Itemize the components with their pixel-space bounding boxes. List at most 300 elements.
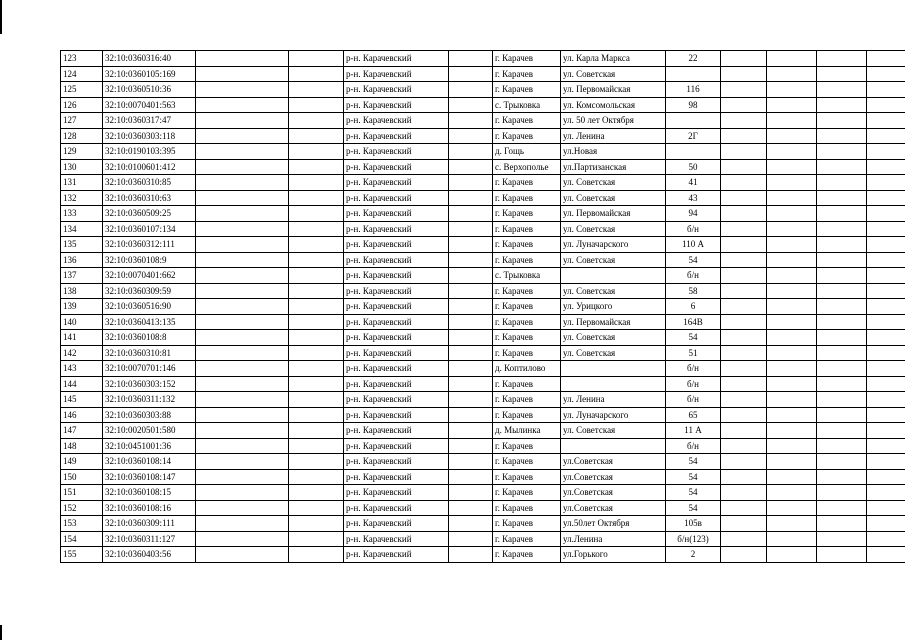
settlement-cell: д. Мылинка: [493, 423, 561, 439]
district-cell: р-н. Карачевский: [344, 206, 449, 222]
cadastral-number-cell: 32:10:0360108:15: [103, 485, 196, 501]
district-cell: р-н. Карачевский: [344, 454, 449, 470]
cadastral-number-cell: 32:10:0360107:134: [103, 221, 196, 237]
empty-cell: [767, 159, 817, 175]
empty-cell: [449, 392, 493, 408]
empty-cell: [289, 547, 344, 563]
empty-cell: [196, 175, 289, 191]
empty-cell: [449, 345, 493, 361]
empty-cell: [721, 376, 767, 392]
empty-cell: [289, 206, 344, 222]
empty-cell: [289, 423, 344, 439]
table-row: [61, 144, 905, 160]
cadastral-number-cell: 32:10:0360317:47: [103, 113, 196, 129]
table-row: [61, 361, 905, 377]
row-number-cell: 129: [61, 144, 103, 160]
empty-cell: [721, 392, 767, 408]
settlement-cell: с. Верхополье: [493, 159, 561, 175]
empty-cell: [817, 500, 867, 516]
settlement-cell: г. Карачев: [493, 516, 561, 532]
empty-cell: [449, 66, 493, 82]
empty-cell: [289, 330, 344, 346]
empty-cell: [867, 531, 905, 547]
empty-cell: [721, 144, 767, 160]
street-cell: ул. Советская: [561, 423, 666, 439]
cadastral-number-cell: 32:10:0360509:25: [103, 206, 196, 222]
row-number-cell: 130: [61, 159, 103, 175]
empty-cell: [767, 237, 817, 253]
empty-cell: [817, 361, 867, 377]
cadastral-number-cell: 32:10:0360108:14: [103, 454, 196, 470]
district-cell: р-н. Карачевский: [344, 221, 449, 237]
empty-cell: [817, 345, 867, 361]
empty-cell: [867, 283, 905, 299]
empty-cell: [867, 237, 905, 253]
empty-cell: [817, 485, 867, 501]
house-number-cell: 2Г: [666, 128, 721, 144]
empty-cell: [817, 299, 867, 315]
settlement-cell: г. Карачев: [493, 376, 561, 392]
table-row: [61, 392, 905, 408]
empty-cell: [817, 423, 867, 439]
empty-cell: [767, 314, 817, 330]
empty-cell: [449, 500, 493, 516]
house-number-cell: 54: [666, 252, 721, 268]
empty-cell: [867, 516, 905, 532]
district-cell: р-н. Карачевский: [344, 283, 449, 299]
cadastral-number-cell: 32:10:0360510:36: [103, 82, 196, 98]
property-registry-table: [60, 50, 905, 563]
empty-cell: [449, 454, 493, 470]
empty-cell: [449, 376, 493, 392]
empty-cell: [767, 547, 817, 563]
district-cell: р-н. Карачевский: [344, 144, 449, 160]
settlement-cell: г. Карачев: [493, 500, 561, 516]
street-cell: ул. Советская: [561, 252, 666, 268]
empty-cell: [817, 144, 867, 160]
empty-cell: [289, 500, 344, 516]
empty-cell: [817, 206, 867, 222]
settlement-cell: г. Карачев: [493, 345, 561, 361]
settlement-cell: г. Карачев: [493, 392, 561, 408]
empty-cell: [767, 82, 817, 98]
house-number-cell: 54: [666, 330, 721, 346]
settlement-cell: г. Карачев: [493, 314, 561, 330]
empty-cell: [196, 51, 289, 67]
settlement-cell: г. Карачев: [493, 221, 561, 237]
cadastral-number-cell: 32:10:0360108:9: [103, 252, 196, 268]
empty-cell: [867, 268, 905, 284]
empty-cell: [449, 252, 493, 268]
row-number-cell: 132: [61, 190, 103, 206]
empty-cell: [867, 190, 905, 206]
house-number-cell: б/н: [666, 392, 721, 408]
table-row: [61, 423, 905, 439]
house-number-cell: 105в: [666, 516, 721, 532]
empty-cell: [867, 82, 905, 98]
cadastral-number-cell: 32:10:0360311:127: [103, 531, 196, 547]
district-cell: р-н. Карачевский: [344, 66, 449, 82]
row-number-cell: 134: [61, 221, 103, 237]
empty-cell: [721, 345, 767, 361]
empty-cell: [817, 252, 867, 268]
cadastral-number-cell: 32:10:0360309:111: [103, 516, 196, 532]
empty-cell: [867, 345, 905, 361]
empty-cell: [449, 361, 493, 377]
scan-edge-mark-bottom: [0, 625, 2, 640]
house-number-cell: 54: [666, 469, 721, 485]
row-number-cell: 125: [61, 82, 103, 98]
row-number-cell: 148: [61, 438, 103, 454]
table-row: [61, 438, 905, 454]
street-cell: ул.Советская: [561, 454, 666, 470]
empty-cell: [449, 469, 493, 485]
empty-cell: [867, 206, 905, 222]
empty-cell: [721, 469, 767, 485]
house-number-cell: б/н: [666, 361, 721, 377]
empty-cell: [449, 268, 493, 284]
house-number-cell: 2: [666, 547, 721, 563]
empty-cell: [721, 438, 767, 454]
empty-cell: [767, 392, 817, 408]
empty-cell: [767, 221, 817, 237]
empty-cell: [817, 469, 867, 485]
empty-cell: [767, 485, 817, 501]
empty-cell: [196, 361, 289, 377]
house-number-cell: 65: [666, 407, 721, 423]
settlement-cell: с. Трыковка: [493, 268, 561, 284]
empty-cell: [196, 392, 289, 408]
cadastral-number-cell: 32:10:0360108:8: [103, 330, 196, 346]
settlement-cell: г. Карачев: [493, 407, 561, 423]
empty-cell: [196, 283, 289, 299]
district-cell: р-н. Карачевский: [344, 330, 449, 346]
table-row: [61, 500, 905, 516]
house-number-cell: б/н: [666, 376, 721, 392]
cadastral-number-cell: 32:10:0360303:88: [103, 407, 196, 423]
settlement-cell: г. Карачев: [493, 190, 561, 206]
row-number-cell: 149: [61, 454, 103, 470]
empty-cell: [721, 500, 767, 516]
cadastral-number-cell: 32:10:0360310:85: [103, 175, 196, 191]
empty-cell: [817, 314, 867, 330]
empty-cell: [721, 82, 767, 98]
street-cell: ул. Советская: [561, 345, 666, 361]
house-number-cell: 98: [666, 97, 721, 113]
table-row: [61, 485, 905, 501]
table-row: [61, 175, 905, 191]
empty-cell: [817, 159, 867, 175]
empty-cell: [289, 516, 344, 532]
empty-cell: [289, 299, 344, 315]
empty-cell: [721, 128, 767, 144]
settlement-cell: д. Коптилово: [493, 361, 561, 377]
table-row: [61, 299, 905, 315]
empty-cell: [721, 485, 767, 501]
district-cell: р-н. Карачевский: [344, 392, 449, 408]
settlement-cell: г. Карачев: [493, 454, 561, 470]
empty-cell: [721, 314, 767, 330]
empty-cell: [817, 407, 867, 423]
empty-cell: [867, 144, 905, 160]
empty-cell: [196, 454, 289, 470]
empty-cell: [817, 128, 867, 144]
table-row: [61, 469, 905, 485]
empty-cell: [289, 314, 344, 330]
empty-cell: [867, 221, 905, 237]
street-cell: [561, 376, 666, 392]
empty-cell: [196, 485, 289, 501]
empty-cell: [867, 97, 905, 113]
house-number-cell: 54: [666, 500, 721, 516]
empty-cell: [449, 531, 493, 547]
district-cell: р-н. Карачевский: [344, 159, 449, 175]
settlement-cell: г. Карачев: [493, 82, 561, 98]
district-cell: р-н. Карачевский: [344, 97, 449, 113]
empty-cell: [289, 361, 344, 377]
empty-cell: [449, 159, 493, 175]
house-number-cell: [666, 66, 721, 82]
empty-cell: [721, 283, 767, 299]
settlement-cell: г. Карачев: [493, 51, 561, 67]
table-row: [61, 51, 905, 67]
empty-cell: [767, 268, 817, 284]
cadastral-number-cell: 32:10:0070401:662: [103, 268, 196, 284]
empty-cell: [817, 330, 867, 346]
empty-cell: [817, 51, 867, 67]
empty-cell: [721, 159, 767, 175]
settlement-cell: г. Карачев: [493, 485, 561, 501]
settlement-cell: г. Карачев: [493, 330, 561, 346]
empty-cell: [289, 190, 344, 206]
empty-cell: [867, 500, 905, 516]
district-cell: р-н. Карачевский: [344, 438, 449, 454]
empty-cell: [289, 268, 344, 284]
street-cell: ул. Советская: [561, 190, 666, 206]
cadastral-number-cell: 32:10:0360311:132: [103, 392, 196, 408]
empty-cell: [196, 516, 289, 532]
house-number-cell: 116: [666, 82, 721, 98]
cadastral-number-cell: 32:10:0360303:118: [103, 128, 196, 144]
empty-cell: [449, 314, 493, 330]
empty-cell: [867, 159, 905, 175]
empty-cell: [721, 206, 767, 222]
table-row: [61, 268, 905, 284]
cadastral-number-cell: 32:10:0360310:81: [103, 345, 196, 361]
table-row: [61, 531, 905, 547]
street-cell: ул.Новая: [561, 144, 666, 160]
empty-cell: [817, 175, 867, 191]
empty-cell: [449, 128, 493, 144]
row-number-cell: 127: [61, 113, 103, 129]
empty-cell: [867, 175, 905, 191]
row-number-cell: 137: [61, 268, 103, 284]
table-row: [61, 221, 905, 237]
district-cell: р-н. Карачевский: [344, 376, 449, 392]
empty-cell: [867, 314, 905, 330]
district-cell: р-н. Карачевский: [344, 175, 449, 191]
row-number-cell: 126: [61, 97, 103, 113]
empty-cell: [767, 454, 817, 470]
table-row: [61, 345, 905, 361]
cadastral-number-cell: 32:10:0100601:412: [103, 159, 196, 175]
empty-cell: [289, 128, 344, 144]
district-cell: р-н. Карачевский: [344, 190, 449, 206]
empty-cell: [867, 113, 905, 129]
house-number-cell: 94: [666, 206, 721, 222]
cadastral-number-cell: 32:10:0360516:90: [103, 299, 196, 315]
empty-cell: [289, 469, 344, 485]
empty-cell: [817, 547, 867, 563]
row-number-cell: 124: [61, 66, 103, 82]
empty-cell: [721, 113, 767, 129]
empty-cell: [867, 299, 905, 315]
empty-cell: [867, 423, 905, 439]
row-number-cell: 142: [61, 345, 103, 361]
cadastral-number-cell: 32:10:0360309:59: [103, 283, 196, 299]
empty-cell: [289, 82, 344, 98]
settlement-cell: г. Карачев: [493, 438, 561, 454]
row-number-cell: 153: [61, 516, 103, 532]
empty-cell: [449, 330, 493, 346]
empty-cell: [767, 500, 817, 516]
empty-cell: [449, 175, 493, 191]
empty-cell: [196, 252, 289, 268]
empty-cell: [721, 268, 767, 284]
table-row: [61, 128, 905, 144]
street-cell: ул. Комсомольская: [561, 97, 666, 113]
table-row: [61, 113, 905, 129]
empty-cell: [867, 252, 905, 268]
empty-cell: [867, 438, 905, 454]
empty-cell: [196, 469, 289, 485]
house-number-cell: 164В: [666, 314, 721, 330]
empty-cell: [867, 128, 905, 144]
settlement-cell: д. Гощь: [493, 144, 561, 160]
house-number-cell: б/н: [666, 268, 721, 284]
empty-cell: [289, 175, 344, 191]
empty-cell: [721, 97, 767, 113]
table-row: [61, 376, 905, 392]
empty-cell: [449, 51, 493, 67]
empty-cell: [867, 485, 905, 501]
row-number-cell: 123: [61, 51, 103, 67]
empty-cell: [767, 407, 817, 423]
street-cell: ул. Советская: [561, 66, 666, 82]
house-number-cell: [666, 113, 721, 129]
empty-cell: [196, 268, 289, 284]
empty-cell: [721, 237, 767, 253]
empty-cell: [196, 330, 289, 346]
row-number-cell: 139: [61, 299, 103, 315]
empty-cell: [867, 547, 905, 563]
house-number-cell: 11 А: [666, 423, 721, 439]
empty-cell: [817, 392, 867, 408]
street-cell: ул.Партизанская: [561, 159, 666, 175]
empty-cell: [721, 547, 767, 563]
cadastral-number-cell: 32:10:0020501:580: [103, 423, 196, 439]
table-row: [61, 190, 905, 206]
empty-cell: [289, 113, 344, 129]
street-cell: [561, 268, 666, 284]
empty-cell: [767, 438, 817, 454]
settlement-cell: г. Карачев: [493, 66, 561, 82]
empty-cell: [289, 392, 344, 408]
empty-cell: [767, 113, 817, 129]
street-cell: ул. Луначарского: [561, 237, 666, 253]
empty-cell: [721, 423, 767, 439]
empty-cell: [196, 531, 289, 547]
street-cell: ул. Первомайская: [561, 206, 666, 222]
empty-cell: [289, 454, 344, 470]
empty-cell: [196, 345, 289, 361]
row-number-cell: 141: [61, 330, 103, 346]
settlement-cell: г. Карачев: [493, 531, 561, 547]
empty-cell: [817, 190, 867, 206]
empty-cell: [289, 485, 344, 501]
district-cell: р-н. Карачевский: [344, 469, 449, 485]
cadastral-number-cell: 32:10:0070401:563: [103, 97, 196, 113]
empty-cell: [196, 500, 289, 516]
empty-cell: [767, 128, 817, 144]
street-cell: ул. Ленина: [561, 392, 666, 408]
settlement-cell: г. Карачев: [493, 299, 561, 315]
empty-cell: [817, 113, 867, 129]
settlement-cell: г. Карачев: [493, 547, 561, 563]
house-number-cell: б/н: [666, 221, 721, 237]
cadastral-number-cell: 32:10:0360108:16: [103, 500, 196, 516]
empty-cell: [449, 144, 493, 160]
district-cell: р-н. Карачевский: [344, 531, 449, 547]
house-number-cell: 54: [666, 454, 721, 470]
empty-cell: [767, 516, 817, 532]
row-number-cell: 133: [61, 206, 103, 222]
settlement-cell: г. Карачев: [493, 175, 561, 191]
empty-cell: [867, 376, 905, 392]
empty-cell: [817, 237, 867, 253]
empty-cell: [289, 66, 344, 82]
street-cell: ул. Советская: [561, 283, 666, 299]
empty-cell: [196, 547, 289, 563]
table-row: [61, 97, 905, 113]
settlement-cell: с. Трыковка: [493, 97, 561, 113]
street-cell: ул. Первомайская: [561, 82, 666, 98]
empty-cell: [289, 283, 344, 299]
empty-cell: [767, 330, 817, 346]
empty-cell: [767, 423, 817, 439]
empty-cell: [767, 190, 817, 206]
street-cell: ул. Луначарского: [561, 407, 666, 423]
cadastral-number-cell: 32:10:0360303:152: [103, 376, 196, 392]
empty-cell: [196, 376, 289, 392]
street-cell: ул.50лет Октября: [561, 516, 666, 532]
empty-cell: [817, 221, 867, 237]
house-number-cell: 6: [666, 299, 721, 315]
empty-cell: [289, 438, 344, 454]
empty-cell: [721, 407, 767, 423]
empty-cell: [196, 299, 289, 315]
row-number-cell: 150: [61, 469, 103, 485]
empty-cell: [817, 531, 867, 547]
empty-cell: [196, 237, 289, 253]
settlement-cell: г. Карачев: [493, 252, 561, 268]
empty-cell: [289, 221, 344, 237]
empty-cell: [449, 237, 493, 253]
empty-cell: [196, 423, 289, 439]
empty-cell: [196, 159, 289, 175]
empty-cell: [767, 252, 817, 268]
table-row: [61, 330, 905, 346]
